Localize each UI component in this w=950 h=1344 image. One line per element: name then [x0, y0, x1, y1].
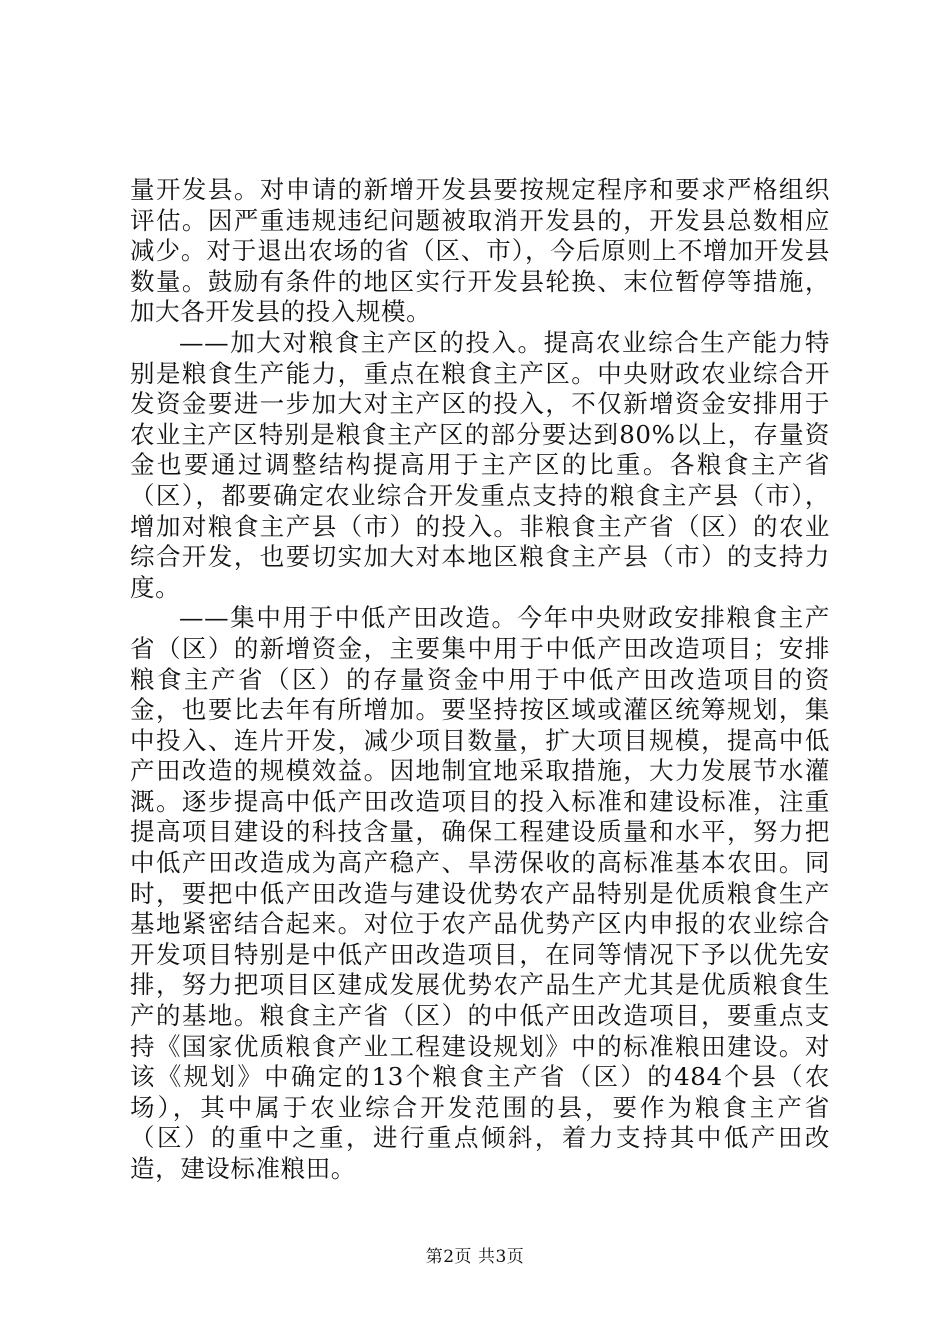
page-number-footer: 第2页 共3页 — [425, 1247, 525, 1267]
paragraph-low-yield-field-improvement: ——集中用于中低产田改造。今年中央财政安排粮食主产省（区）的新增资金，主要集中用于中低产田改造项目；安排粮食主产省（区）的存量资金中用于中低产田改造项目的资金，也要比去年有所增加。要坚持按区域或灌区统筹规划，集中投入、连片开发，减少项目数量，扩大项目规模，提高中低产田改造的规模效益。因地制宜地采取措施，大力发展节水灌溉。逐步提高中低产田改造项目的投入标准和建设标准，注重提高项目建设的科技含量，确保工程建设质量和水平，努力把中低产田改造成为高产稳产、旱涝保收的高标准基本农田。同时，要把中低产田改造与建设优势农产品特别是优质粮食生产基地紧密结合起来。对位于农产品优势产区内申报的农业综合开发项目特别是中低产田改造项目，在同等情况下予以优先安排，努力把项目区建成发展优势农产品生产尤其是优质粮食生产的基地。粮食主产省（区）的中低产田改造项目，要重点支持《国家优质粮食产业工程建设规划》中的标准粮田建设。对该《规划》中确定的13个粮食主产省（区）的484个县（农场），其中属于农业综合开发范围的县，要作为粮食主产省（区）的重中之重，进行重点倾斜，着力支持其中低产田改造，建设标准粮田。 — [130, 603, 830, 1183]
paragraph-grain-production-investment: ——加大对粮食主产区的投入。提高农业综合生产能力特别是粮食生产能力，重点在粮食主产区。中央财政农业综合开发资金要进一步加大对主产区的投入，不仅新增资金安排用于农业主产区特别是粮食主产区的部分要达到80%以上，存量资金也要通过调整结构提高用于主产区的比重。各粮食主产省（区），都要确定农业综合开发重点支持的粮食主产县（市），增加对粮食主产县（市）的投入。非粮食主产省（区）的农业综合开发，也要切实加大对本地区粮食主产县（市）的支持力度。 — [130, 327, 830, 602]
document-body — [130, 175, 830, 1185]
paragraph-continuation: 量开发县。对申请的新增开发县要按规定程序和要求严格组织评估。因严重违规违纪问题被取消开发县的，开发县总数相应减少。对于退出农场的省（区、市），今后原则上不增加开发县数量。鼓励有条件的地区实行开发县轮换、末位暂停等措施，加大各开发县的投入规模。 — [130, 175, 830, 327]
